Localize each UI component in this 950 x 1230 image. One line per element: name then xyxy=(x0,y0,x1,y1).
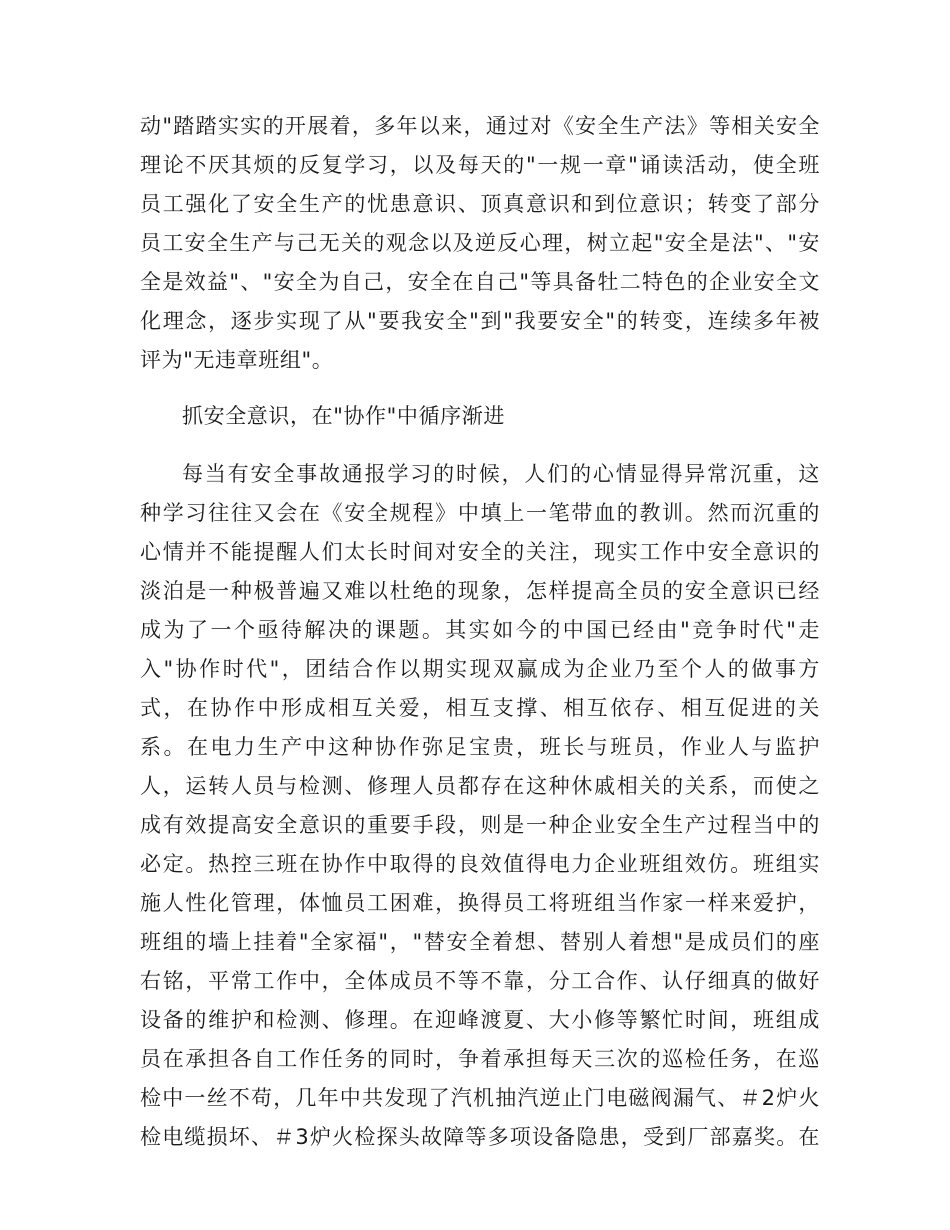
paragraph-line: 员工安全生产与己无关的观念以及逆反心理，树立起"安全是法"、"安 xyxy=(140,231,820,255)
paragraph-line: 入"协作时代"，团结合作以期实现双赢成为企业乃至个人的做事方 xyxy=(140,657,820,681)
paragraph-line: 种学习往往又会在《安全规程》中填上一笔带血的教训。然而沉重的 xyxy=(140,501,820,525)
paragraph-line: 化理念，逐步实现了从"要我安全"到"我要安全"的转变，连续多年被 xyxy=(140,309,820,333)
paragraph-line: 成有效提高安全意识的重要手段，则是一种企业安全生产过程当中的 xyxy=(140,813,820,837)
section-heading: 抓安全意识，在"协作"中循序渐进 xyxy=(182,404,505,428)
paragraph-line: 成为了一个亟待解决的课题。其实如今的中国已经由"竞争时代"走 xyxy=(140,618,820,642)
paragraph-line: 检电缆损坏、＃3炉火检探头故障等多项设备隐患，受到厂部嘉奖。在 xyxy=(140,1125,820,1149)
paragraph-line: 施人性化管理，体恤员工困难，换得员工将班组当作家一样来爱护， xyxy=(140,891,820,915)
paragraph-line: 设备的维护和检测、修理。在迎峰渡夏、大小修等繁忙时间，班组成 xyxy=(140,1008,820,1032)
paragraph-line: 班组的墙上挂着"全家福"，"替安全着想、替别人着想"是成员们的座 xyxy=(140,930,820,954)
paragraph-line: 右铭，平常工作中，全体成员不等不靠，分工合作、认仔细真的做好 xyxy=(140,969,820,993)
paragraph-line: 理论不厌其烦的反复学习，以及每天的"一规一章"诵读活动，使全班 xyxy=(140,153,820,177)
paragraph-line: 动"踏踏实实的开展着，多年以来，通过对《安全生产法》等相关安全 xyxy=(140,114,820,138)
paragraph-line: 必定。热控三班在协作中取得的良效值得电力企业班组效仿。班组实 xyxy=(140,852,820,876)
paragraph-line: 淡泊是一种极普遍又难以杜绝的现象，怎样提高全员的安全意识已经 xyxy=(140,579,820,603)
paragraph-line: 员在承担各自工作任务的同时，争着承担每天三次的巡检任务，在巡 xyxy=(140,1047,820,1071)
paragraph-line: 每当有安全事故通报学习的时候，人们的心情显得异常沉重，这 xyxy=(182,462,820,486)
paragraph-line: 员工强化了安全生产的忧患意识、顶真意识和到位意识；转变了部分 xyxy=(140,192,820,216)
paragraph-line: 全是效益"、"安全为自己，安全在自己"等具备牡二特色的企业安全文 xyxy=(140,270,820,294)
paragraph-line: 心情并不能提醒人们太长时间对安全的关注，现实工作中安全意识的 xyxy=(140,540,820,564)
paragraph-line: 式，在协作中形成相互关爱，相互支撑、相互依存、相互促进的关 xyxy=(140,696,820,720)
paragraph-line: 评为"无违章班组"。 xyxy=(140,348,334,372)
paragraph-line: 检中一丝不苟，几年中共发现了汽机抽汽逆止门电磁阀漏气、＃2炉火 xyxy=(140,1086,820,1110)
paragraph-line: 人，运转人员与检测、修理人员都存在这种休戚相关的关系，而使之 xyxy=(140,774,820,798)
paragraph-line: 系。在电力生产中这种协作弥足宝贵，班长与班员，作业人与监护 xyxy=(140,735,820,759)
